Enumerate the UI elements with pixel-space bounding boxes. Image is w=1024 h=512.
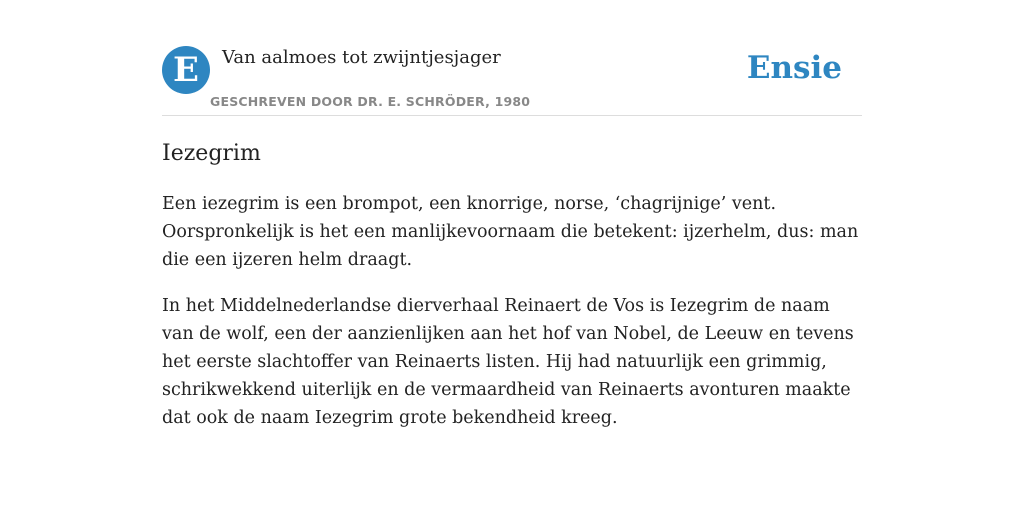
ensie-logo-icon[interactable]: E — [162, 46, 210, 94]
entry-content — [162, 138, 862, 450]
book-title[interactable]: Van aalmoes tot zwijntjesjager — [222, 47, 501, 68]
entry-title: Iezegrim — [162, 141, 261, 166]
entry-paragraph: In het Middelnederlandse dierverhaal Reinaert de Vos is Iezegrim de naam van de wolf, een der aanzienlijken aan het hof van Nobel, de Leeuw en tevens het eerste slachtoffer van Reinaerts listen. Hij had natuurlijk een grimmig, schrikwekkend uiterlijk en de vermaardheid van Reinaerts avonturen maakte dat ook de naam Iezegrim grote bekendheid kreeg. — [162, 296, 854, 428]
entry-paragraph: Een iezegrim is een brompot, een knorrige, norse, ‘chagrijnige’ vent. Oorspronkelijk is het een manlijkevoornaam die betekent: ijzerhelm, dus: man die een ijzeren helm draagt. — [162, 194, 859, 270]
header — [162, 46, 862, 116]
brand-logo[interactable]: Ensie — [746, 50, 842, 86]
author-byline: GESCHREVEN DOOR DR. E. SCHRÖDER, 1980 — [210, 94, 531, 109]
